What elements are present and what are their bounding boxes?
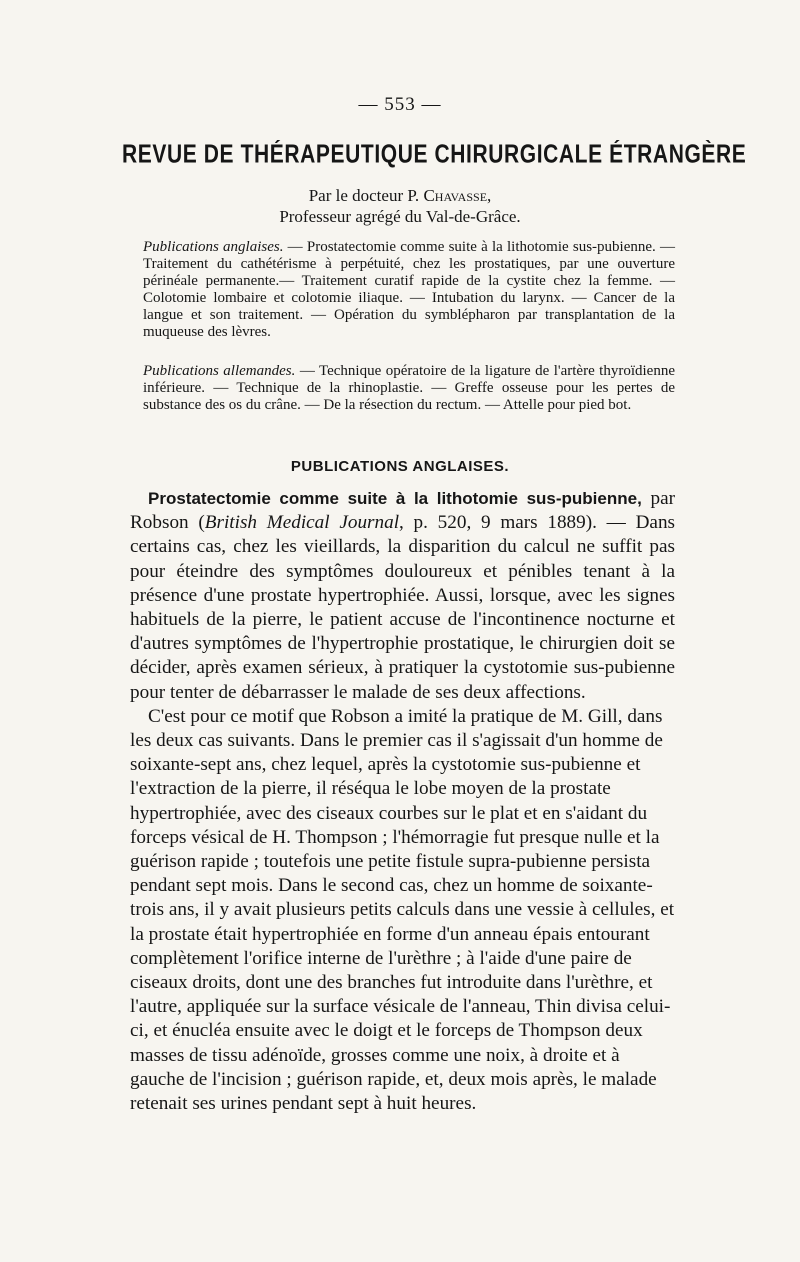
article-body xyxy=(130,487,675,1116)
summary-english-label: Publications anglaises. xyxy=(143,239,284,255)
summary-german-text: — Technique opératoire de la ligature de l'artère thyroïdienne inférieure. — Technique de la rhinoplastie. — Greffe osseuse pour les pertes de substance des os du crâne. — De la résection du rectum. — Attelle pour pied bot. xyxy=(143,363,675,413)
section-heading: PUBLICATIONS ANGLAISES. xyxy=(290,458,510,475)
article-title: Prostatectomie comme suite à la lithotomie sus-pubienne, xyxy=(148,489,642,508)
article-paragraph-1 xyxy=(130,487,675,705)
author-prefix: Par le docteur P. xyxy=(308,186,420,205)
author-suffix: , xyxy=(487,186,492,205)
page-number: — 553 — xyxy=(358,94,442,115)
article-paragraph-2: C'est pour ce motif que Robson a imité la pratique de M. Gill, dans les deux cas suivants. Dans le premier cas il s'agissait d'un homme de soixante-sept ans, chez lequel, après la cystotomie sus-pubienne et l'extraction de la pierre, il réséqua le lobe moyen de la prostate hypertrophiée, avec des ciseaux courbes sur le plat et en s'aidant du forceps vésical de H. Thompson ; l'hémorragie fut presque nulle et la guérison rapide ; toutefois une petite fistule supra-pubienne persista pendant sept mois. Dans le second cas, chez un homme de soixante-trois ans, il y avait plusieurs petits calculs dans une vessie à cellules, et la prostate était hypertrophiée en forme d'un anneau épais entourant complètement l'orifice interne de l'urèthre ; à l'aide d'une paire de ciseaux droits, dont une des branches fut introduite dans l'urèthre, et l'autre, appliquée sur la surface vésicale de l'anneau, Thin divisa celui-ci, et énucléa ensuite avec le doigt et le forceps de Thompson deux masses de tissu adénoïde, grosses comme une noix, à droite et à gauche de l'incision ; guérison rapide, et, deux mois après, le malade retenait ses urines pendant sept à huit heures. xyxy=(130,705,675,1115)
summary-english xyxy=(143,239,675,341)
author-role: Professeur agrégé du Val-de-Grâce. xyxy=(279,207,521,226)
summary-german-label: Publications allemandes. xyxy=(143,363,296,379)
article-byline-prefix: par Robson ( xyxy=(130,488,675,534)
author-name: Chavasse xyxy=(423,186,488,205)
article-paragraph-1-text: — Dans certains cas, chez les vieillards, la disparition du calcul ne suffit pas pour éteindre des symptômes douloureux et pénibles tenant à la présence d'une prostate hypertrophiée. Aussi, lorsque, avec les signes habituels de la pierre, le patient accuse de l'incontinence nocturne et d'autres symptômes de l'hypertrophie prostatique, le chirurgien doit se décider, après examen sérieux, à pratiquer la cystotomie sus-pubienne pour tenter de débarrasser le malade de ses deux affections. xyxy=(130,512,676,703)
page-title: REVUE DE THÉRAPEUTIQUE CHIRURGICALE ÉTRANGÈRE xyxy=(122,140,747,169)
summary-german xyxy=(143,363,675,414)
summary-english-text: — Prostatectomie comme suite à la lithotomie sus-pubienne. — Traitement du cathétérisme à perpétuité, chez les prostatiques, par une ouverture périnéale permanente.— Traitement curatif rapide de la cystite chez la femme. — Colotomie lombaire et colotomie iliaque. — Intubation du larynx. — Cancer de la langue et son traitement. — Opération du symblépharon par transplantation de la muqueuse des lèvres. xyxy=(143,239,675,340)
author-line xyxy=(0,186,800,206)
article-byline-suffix: , p. 520, 9 mars 1889). xyxy=(399,512,597,534)
article-journal: British Medical Journal xyxy=(204,512,400,534)
